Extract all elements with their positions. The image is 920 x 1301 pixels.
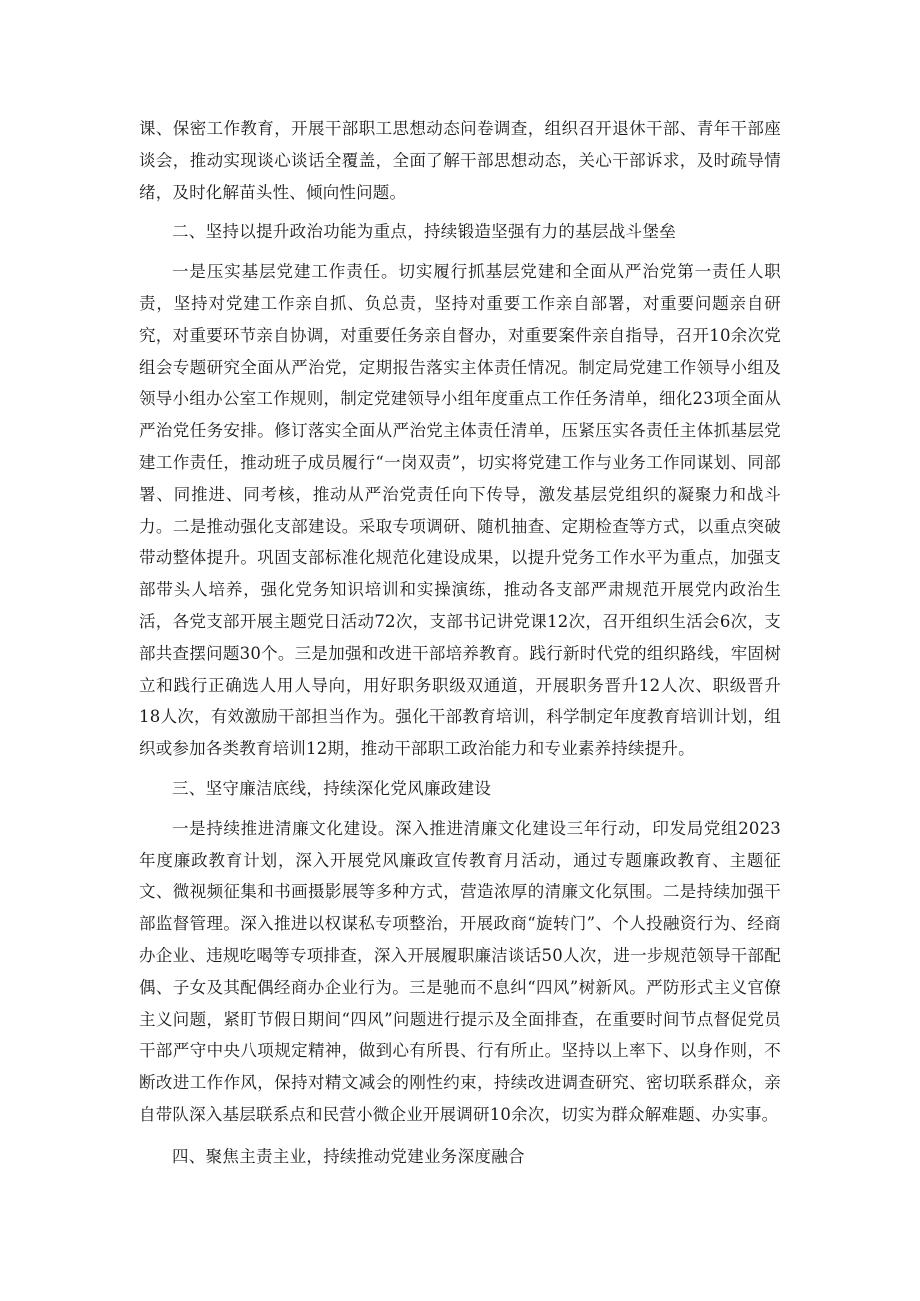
paragraph-grassroots-party-building: 一是压实基层党建工作责任。切实履行抓基层党建和全面从严治党第一责任人职责，坚持对党建工作亲自抓、负总责，坚持对重要工作亲自部署，对重要问题亲自研究，对重要环节亲自协调，对重要任务亲自督办，对重要案件亲自指导，召开10余次党组会专题研究全面从严治党，定期报告落实主体责任情况。制定局党建工作领导小组及领导小组办公室工作规则，制定党建领导小组年度重点工作任务清单，细化23项全面从严治党任务安排。修订落实全面从严治党主体责任清单，压紧压实各责任主体抓基层党建工作责任，推动班子成员履行“一岗双责”，切实将党建工作与业务工作同谋划、同部署、同推进、同考核，推动从严治党责任向下传导，激发基层党组织的凝聚力和战斗力。二是推动强化支部建设。采取专项调研、随机抽查、定期检查等方式，以重点突破带动整体提升。巩固支部标准化规范化建设成果，以提升党务工作水平为重点，加强支部带头人培养，强化党务知识培训和实操演练，推动各支部严肃规范开展党内政治生活，各党支部开展主题党日活动72次，支部书记讲党课12次，召开组织生活会6次，支部共查摆问题30个。三是加强和改进干部培养教育。践行新时代党的组织路线，牢固树立和践行正确选人用人导向，用好职务职级双通道，开展职务晋升12人次、职级晋升18人次，有效激励干部担当作为。强化干部教育培训，科学制定年度教育培训计划，组织或参加各类教育培训12期，推动干部职工政治能力和专业素养持续提升。 (139, 262, 781, 759)
section-heading-2: 二、坚持以提升政治功能为重点，持续锻造坚强有力的基层战斗堡垒 (172, 222, 676, 242)
section-heading-4: 四、聚焦主责主业，持续推动党建业务深度融合 (172, 1146, 525, 1166)
section-heading-3: 三、坚守廉洁底线，持续深化党风廉政建设 (172, 778, 492, 798)
paragraph-ideology-continued: 课、保密工作教育，开展干部职工思想动态问卷调查，组织召开退休干部、青年干部座谈会，推动实现谈心谈话全覆盖，全面了解干部思想动态，关心干部诉求，及时疏导情绪，及时化解苗头性、倾向性问题。 (139, 119, 781, 202)
document-body (139, 113, 781, 1173)
spacer (139, 765, 781, 773)
spacer (139, 1131, 781, 1141)
spacer (139, 805, 781, 813)
paragraph-integrity-building: 一是持续推进清廉文化建设。深入推进清廉文化建设三年行动，印发局党组2023年度廉政教育计划，深入开展党风廉政宣传教育月活动，通过专题廉政教育、主题征文、微视频征集和书画摄影展等多种方式，营造浓厚的清廉文化氛围。二是持续加强干部监督管理。深入推进以权谋私专项整治，开展政商“旋转门”、个人投融资行为、经商办企业、违规吃喝等专项排查，深入开展履职廉洁谈话50人次，进一步规范领导干部配偶、子女及其配偶经商办企业行为。三是驰而不息纠“四风”树新风。严防形式主义官僚主义问题，紧盯节假日期间“四风”问题进行提示及全面排查，在重要时间节点督促党员干部严守中央八项规定精神，做到心有所畏、行有所止。坚持以上率下、以身作则，不断改进工作作风，保持对精文减会的刚性约束，持续改进调查研究、密切联系群众，亲自带队深入基层联系点和民营小微企业开展调研10余次，切实为群众解难题、办实事。 (139, 818, 781, 1124)
spacer (139, 248, 781, 256)
spacer (139, 208, 781, 216)
